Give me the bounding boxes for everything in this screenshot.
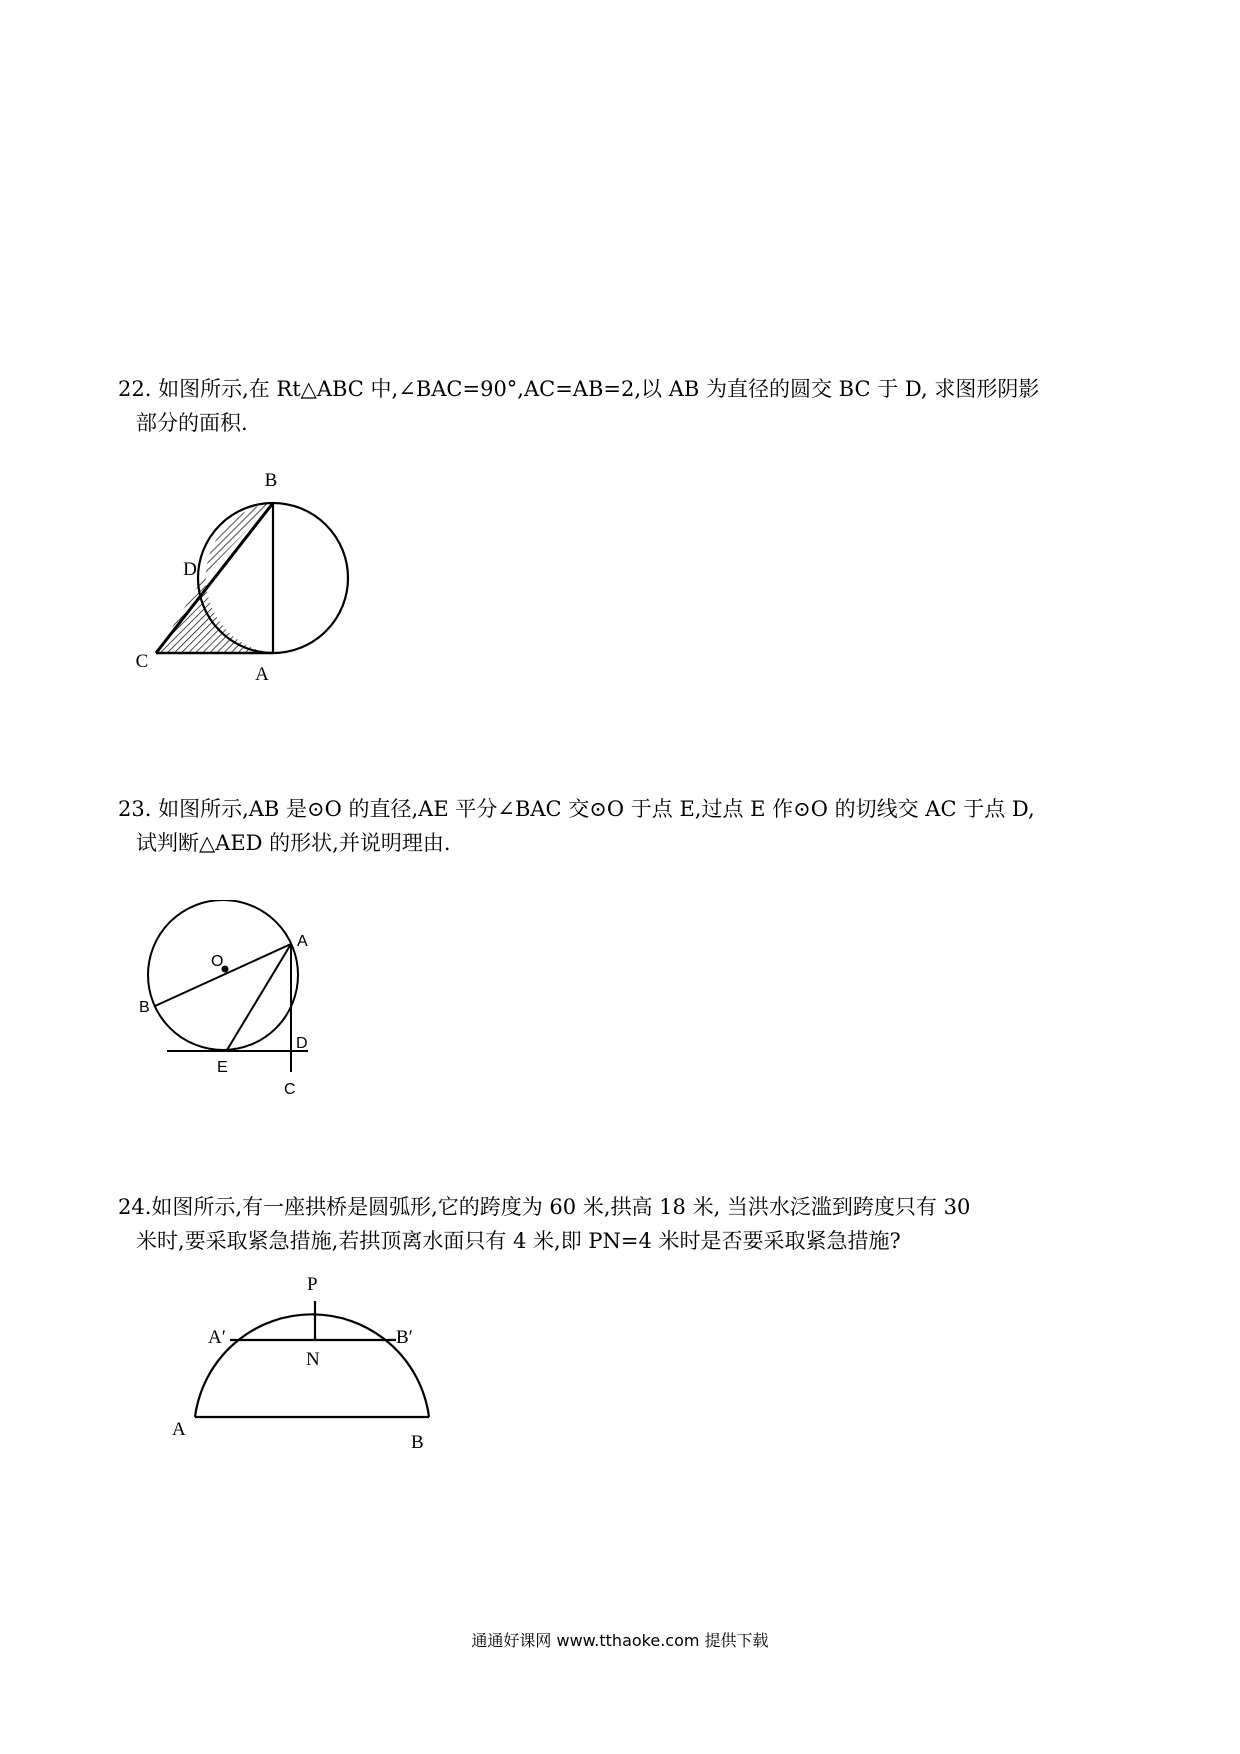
question-23 (118, 792, 1128, 860)
label-d: D (183, 559, 197, 580)
label-b: B (264, 470, 278, 491)
label-b: B (139, 999, 150, 1016)
question-22 (118, 372, 1128, 440)
label-o: O (211, 953, 224, 970)
figure-24 (160, 1265, 460, 1465)
label-a: A (172, 1419, 186, 1440)
label-p: P (307, 1274, 318, 1295)
label-d: D (296, 1035, 308, 1052)
label-b: B (411, 1432, 424, 1453)
question-22-line1: 22. 如图所示,在 Rt△ABC 中,∠BAC=90°,AC=AB=2,以 AB 为直径的圆交 BC 于 D, 求图形阴影 (118, 377, 1040, 401)
label-b-prime: B′ (396, 1327, 413, 1348)
label-c: C (135, 651, 149, 672)
label-a: A (297, 933, 308, 950)
question-24-line2: 米时,要采取紧急措施,若拱顶离水面只有 4 米,即 PN=4 米时是否要采取紧急措施? (136, 1229, 901, 1253)
label-a-prime: A′ (208, 1327, 226, 1348)
footer: 通通好课网 www.tthaoke.com 提供下载 (471, 1631, 769, 1650)
question-22-line2: 部分的面积. (136, 411, 248, 435)
figure-22 (110, 455, 410, 695)
question-23-line1: 23. 如图所示,AB 是⊙O 的直径,AE 平分∠BAC 交⊙O 于点 E,过点 E 作⊙O 的切线交 AC 于点 D, (118, 797, 1035, 821)
segment-ae (227, 944, 291, 1050)
question-24 (118, 1190, 1128, 1258)
question-24-line1: 24.如图所示,有一座拱桥是圆弧形,它的跨度为 60 米,拱高 18 米, 当洪水泛滥到跨度只有 30 (118, 1195, 971, 1219)
label-c: C (284, 1081, 296, 1098)
shaded-region (156, 573, 273, 653)
figure-23 (125, 900, 345, 1100)
label-a: A (255, 664, 269, 685)
label-n: N (306, 1349, 320, 1370)
question-23-line2: 试判断△AED 的形状,并说明理由. (136, 831, 451, 855)
label-e: E (217, 1059, 228, 1076)
